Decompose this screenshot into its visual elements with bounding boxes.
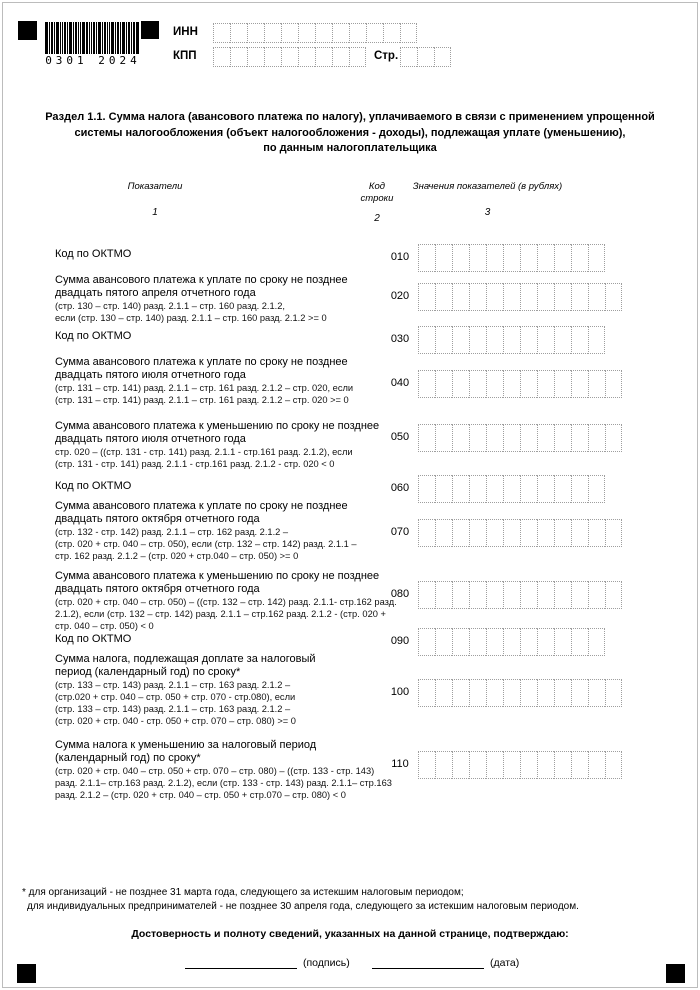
input-cell[interactable] bbox=[588, 283, 605, 311]
row-label-line: Код по ОКТМО bbox=[55, 480, 132, 492]
row-label-line: Сумма авансового платежа к уплате по сроку не позднее bbox=[55, 356, 348, 368]
input-cell[interactable] bbox=[520, 581, 537, 609]
input-cell[interactable] bbox=[520, 751, 537, 779]
input-cell[interactable] bbox=[503, 679, 520, 707]
input-cell[interactable] bbox=[247, 47, 264, 67]
row-formula-line: разд. 2.1.2 – (стр. 020 + стр. 040 – стр. 050 + стр.070 – стр. 080) < 0 bbox=[55, 790, 346, 800]
input-cell[interactable] bbox=[605, 679, 622, 707]
input-cell[interactable] bbox=[537, 424, 554, 452]
input-cell[interactable] bbox=[435, 519, 452, 547]
signature-label: (подпись) bbox=[303, 957, 350, 969]
row-label-line: Сумма авансового платежа к уменьшению по сроку не позднее bbox=[55, 570, 380, 582]
input-cell[interactable] bbox=[503, 475, 520, 503]
input-cell[interactable] bbox=[418, 475, 435, 503]
row-label-line: двадцать пятого июля отчетного года bbox=[55, 433, 246, 445]
input-cell[interactable] bbox=[486, 679, 503, 707]
date-label: (дата) bbox=[490, 957, 520, 969]
barcode-digits: 0301 2024 bbox=[45, 54, 141, 67]
row-formula-line: (стр. 131 – стр. 141) разд. 2.1.1 – стр. 161 разд. 2.1.2 – стр. 020, если bbox=[55, 383, 354, 393]
inn-field[interactable] bbox=[213, 23, 417, 43]
input-cell[interactable] bbox=[418, 283, 435, 311]
input-cell[interactable] bbox=[469, 581, 486, 609]
input-cell[interactable] bbox=[417, 47, 434, 67]
input-cell[interactable] bbox=[418, 628, 435, 656]
row-label-line: период (календарный год) по сроку* bbox=[55, 666, 241, 678]
input-cell[interactable] bbox=[452, 751, 469, 779]
row-formula-line: (стр. 020 + стр. 040 – стр. 050), если (стр. 132 – стр. 142) разд. 2.1.1 – bbox=[55, 539, 357, 549]
row-formula-line: стр. 020 – ((стр. 131 - стр. 141) разд. 2.1.1 - стр.161 разд. 2.1.2), если bbox=[55, 447, 353, 457]
input-cell[interactable] bbox=[452, 424, 469, 452]
section-title: Раздел 1.1. Сумма налога (авансового платежа по налогу), уплачиваемого в связи с применением упрощенной системы налогообложения (объект налогообложения - доходы), подлежащая уплате (уменьшению), по данным налогоплательщика bbox=[45, 111, 655, 154]
row-formula-line: (стр. 130 – стр. 140) разд. 2.1.1 – стр. 160 разд. 2.1.2, bbox=[55, 301, 286, 311]
input-cell[interactable] bbox=[400, 23, 417, 43]
input-cell[interactable] bbox=[503, 751, 520, 779]
input-cell[interactable] bbox=[554, 519, 571, 547]
row-code: 090 bbox=[390, 635, 410, 647]
registration-mark-top-left bbox=[18, 21, 37, 40]
row-code: 110 bbox=[391, 758, 409, 770]
input-cell[interactable] bbox=[537, 370, 554, 398]
row-label-line: двадцать пятого октября отчетного года bbox=[55, 583, 260, 595]
value-field-110[interactable] bbox=[418, 751, 622, 779]
row-formula-line: (стр.020 + стр. 040 – стр. 050 + стр. 070 - стр.080), если bbox=[55, 692, 296, 702]
input-cell[interactable] bbox=[605, 519, 622, 547]
row-code: 060 bbox=[390, 482, 410, 494]
row-formula-line: (стр. 133 – стр. 143) разд. 2.1.1 – стр. 163 разд. 2.1.2 – bbox=[55, 680, 291, 690]
input-cell[interactable] bbox=[571, 475, 588, 503]
input-cell[interactable] bbox=[486, 244, 503, 272]
row-formula-line: (стр. 132 - стр. 142) разд. 2.1.1 – стр. 162 разд. 2.1.2 – bbox=[55, 527, 289, 537]
row-code: 100 bbox=[390, 686, 410, 698]
column-number-2: 2 bbox=[374, 213, 380, 224]
row-label-line: Сумма авансового платежа к уменьшению по сроку не позднее bbox=[55, 420, 380, 432]
input-cell[interactable] bbox=[332, 23, 349, 43]
input-cell[interactable] bbox=[503, 370, 520, 398]
input-cell[interactable] bbox=[383, 23, 400, 43]
input-cell[interactable] bbox=[588, 519, 605, 547]
input-cell[interactable] bbox=[418, 519, 435, 547]
row-formula-line: если (стр. 130 – стр. 140) разд. 2.1.1 – стр. 160 разд. 2.1.2 >= 0 bbox=[55, 313, 327, 323]
input-cell[interactable] bbox=[213, 47, 230, 67]
confirmation-statement: Достоверность и полноту сведений, указанных на данной странице, подтверждаю: bbox=[131, 928, 569, 940]
input-cell[interactable] bbox=[554, 679, 571, 707]
row-formula-line: (стр. 020 + стр. 040 – стр. 050) – ((стр. 132 – стр. 142) разд. 2.1.1- стр.162 разд. bbox=[55, 597, 397, 607]
row-formula-line: 2.1.2), если (стр. 132 – стр. 142) разд. 2.1.1 – стр.162 разд. 2.1.2 - (стр. 020 + bbox=[55, 609, 386, 619]
registration-mark-top-right bbox=[141, 21, 159, 39]
input-cell[interactable] bbox=[418, 370, 435, 398]
input-cell[interactable] bbox=[298, 47, 315, 67]
row-formula-line: разд. 2.1.1– стр.163 разд. 2.1.2), если (стр. 133 - стр. 143) разд. 2.1.1– стр.163 bbox=[55, 778, 392, 788]
input-cell[interactable] bbox=[520, 424, 537, 452]
value-field-010[interactable] bbox=[418, 244, 605, 272]
value-field-060[interactable] bbox=[418, 475, 605, 503]
input-cell[interactable] bbox=[520, 628, 537, 656]
input-cell[interactable] bbox=[486, 628, 503, 656]
column-header-indicators: Показатели bbox=[127, 181, 183, 192]
input-cell[interactable] bbox=[605, 424, 622, 452]
input-cell[interactable] bbox=[520, 283, 537, 311]
input-cell[interactable] bbox=[520, 475, 537, 503]
value-field-090[interactable] bbox=[418, 628, 605, 656]
input-cell[interactable] bbox=[452, 628, 469, 656]
row-formula-line: (стр. 133 – стр. 143) разд. 2.1.1 – стр. 163 разд. 2.1.2 – bbox=[55, 704, 291, 714]
row-label-line: (календарный год) по сроку* bbox=[55, 752, 201, 764]
input-cell[interactable] bbox=[571, 424, 588, 452]
input-cell[interactable] bbox=[452, 679, 469, 707]
input-cell[interactable] bbox=[452, 475, 469, 503]
input-cell[interactable] bbox=[571, 679, 588, 707]
date-group bbox=[372, 956, 519, 969]
page-number-field[interactable] bbox=[400, 47, 451, 67]
row-label-line: Сумма авансового платежа к уплате по сроку не позднее bbox=[55, 274, 348, 286]
input-cell[interactable] bbox=[537, 679, 554, 707]
input-cell[interactable] bbox=[452, 519, 469, 547]
input-cell[interactable] bbox=[435, 283, 452, 311]
input-cell[interactable] bbox=[486, 370, 503, 398]
input-cell[interactable] bbox=[554, 475, 571, 503]
input-cell[interactable] bbox=[469, 283, 486, 311]
input-cell[interactable] bbox=[520, 519, 537, 547]
input-cell[interactable] bbox=[264, 47, 281, 67]
input-cell[interactable] bbox=[537, 475, 554, 503]
input-cell[interactable] bbox=[435, 244, 452, 272]
value-field-030[interactable] bbox=[418, 326, 605, 354]
input-cell[interactable] bbox=[537, 581, 554, 609]
input-cell[interactable] bbox=[588, 370, 605, 398]
input-cell[interactable] bbox=[605, 751, 622, 779]
input-cell[interactable] bbox=[469, 424, 486, 452]
column-number-3: 3 bbox=[484, 207, 491, 218]
row-formula-line: стр. 162 разд. 2.1.2 – (стр. 020 + стр.040 – стр. 050) >= 0 bbox=[55, 551, 299, 561]
input-cell[interactable] bbox=[571, 581, 588, 609]
input-cell[interactable] bbox=[588, 581, 605, 609]
input-cell[interactable] bbox=[452, 326, 469, 354]
input-cell[interactable] bbox=[537, 628, 554, 656]
input-cell[interactable] bbox=[571, 628, 588, 656]
row-label-line: двадцать пятого октября отчетного года bbox=[55, 513, 260, 525]
input-cell[interactable] bbox=[435, 424, 452, 452]
input-cell[interactable] bbox=[298, 23, 315, 43]
input-cell[interactable] bbox=[554, 751, 571, 779]
row-label bbox=[55, 570, 445, 632]
input-cell[interactable] bbox=[554, 628, 571, 656]
input-cell[interactable] bbox=[418, 424, 435, 452]
input-cell[interactable] bbox=[588, 424, 605, 452]
input-cell[interactable] bbox=[503, 519, 520, 547]
row-formula-line: (стр. 131 - стр. 141) разд. 2.1.1 - стр.161 разд. 2.1.2 - стр. 020 < 0 bbox=[55, 459, 335, 469]
input-cell[interactable] bbox=[435, 581, 452, 609]
row-code: 070 bbox=[390, 526, 410, 538]
kpp-field[interactable] bbox=[213, 47, 366, 67]
signature-line[interactable] bbox=[185, 956, 297, 969]
input-cell[interactable] bbox=[418, 679, 435, 707]
input-cell[interactable] bbox=[281, 23, 298, 43]
input-cell[interactable] bbox=[213, 23, 230, 43]
column-header-line-code: Код строки bbox=[360, 181, 394, 204]
input-cell[interactable] bbox=[418, 244, 435, 272]
row-code: 040 bbox=[390, 377, 410, 389]
row-formula-line: (стр. 020 + стр. 040 – стр. 050 + стр. 070 – стр. 080) – ((стр. 133 - стр. 143) bbox=[55, 766, 375, 776]
input-cell[interactable] bbox=[349, 23, 366, 43]
input-cell[interactable] bbox=[520, 370, 537, 398]
input-cell[interactable] bbox=[537, 326, 554, 354]
input-cell[interactable] bbox=[400, 47, 417, 67]
value-field-020[interactable] bbox=[418, 283, 622, 311]
value-field-080[interactable] bbox=[418, 581, 622, 609]
input-cell[interactable] bbox=[332, 47, 349, 67]
input-cell[interactable] bbox=[469, 628, 486, 656]
input-cell[interactable] bbox=[537, 283, 554, 311]
input-cell[interactable] bbox=[452, 581, 469, 609]
input-cell[interactable] bbox=[537, 244, 554, 272]
input-cell[interactable] bbox=[554, 424, 571, 452]
input-cell[interactable] bbox=[435, 326, 452, 354]
row-label bbox=[55, 739, 445, 801]
input-cell[interactable] bbox=[281, 47, 298, 67]
input-cell[interactable] bbox=[588, 679, 605, 707]
input-cell[interactable] bbox=[588, 326, 605, 354]
input-cell[interactable] bbox=[554, 244, 571, 272]
row-label bbox=[55, 420, 445, 470]
row-formula-line: (стр. 131 – стр. 141) разд. 2.1.1 – стр. 161 разд. 2.1.2 – стр. 020 >= 0 bbox=[55, 395, 349, 405]
row-code: 010 bbox=[390, 251, 410, 263]
input-cell[interactable] bbox=[435, 475, 452, 503]
row-label-line: Код по ОКТМО bbox=[55, 248, 132, 260]
input-cell[interactable] bbox=[554, 326, 571, 354]
input-cell[interactable] bbox=[315, 47, 332, 67]
barcode bbox=[45, 22, 140, 54]
row-formula-line: (стр. 020 + стр. 040 - стр. 050 + стр. 070 – стр. 080) >= 0 bbox=[55, 716, 296, 726]
input-cell[interactable] bbox=[588, 475, 605, 503]
input-cell[interactable] bbox=[571, 751, 588, 779]
kpp-label: КПП bbox=[173, 50, 197, 62]
input-cell[interactable] bbox=[571, 326, 588, 354]
input-cell[interactable] bbox=[366, 23, 383, 43]
input-cell[interactable] bbox=[469, 475, 486, 503]
value-field-040[interactable] bbox=[418, 370, 622, 398]
input-cell[interactable] bbox=[503, 326, 520, 354]
page-number-label: Стр. bbox=[374, 50, 399, 62]
row-label-line: Код по ОКТМО bbox=[55, 330, 132, 342]
input-cell[interactable] bbox=[537, 519, 554, 547]
input-cell[interactable] bbox=[486, 424, 503, 452]
row-formula-line: стр. 040 – стр. 050) < 0 bbox=[55, 621, 154, 631]
input-cell[interactable] bbox=[230, 23, 247, 43]
input-cell[interactable] bbox=[469, 519, 486, 547]
column-number-1: 1 bbox=[152, 207, 158, 218]
input-cell[interactable] bbox=[571, 244, 588, 272]
row-label-line: Сумма авансового платежа к уплате по сроку не позднее bbox=[55, 500, 348, 512]
input-cell[interactable] bbox=[452, 244, 469, 272]
row-label-line: Сумма налога к уменьшению за налоговый период bbox=[55, 739, 317, 751]
input-cell[interactable] bbox=[315, 23, 332, 43]
input-cell[interactable] bbox=[554, 283, 571, 311]
input-cell[interactable] bbox=[571, 283, 588, 311]
row-code: 020 bbox=[390, 290, 410, 302]
input-cell[interactable] bbox=[520, 244, 537, 272]
input-cell[interactable] bbox=[503, 581, 520, 609]
value-field-070[interactable] bbox=[418, 519, 622, 547]
input-cell[interactable] bbox=[554, 581, 571, 609]
registration-mark-bottom-left bbox=[17, 964, 36, 983]
row-code: 050 bbox=[390, 431, 410, 443]
inn-label: ИНН bbox=[173, 26, 198, 38]
input-cell[interactable] bbox=[571, 519, 588, 547]
input-cell[interactable] bbox=[452, 283, 469, 311]
input-cell[interactable] bbox=[486, 519, 503, 547]
input-cell[interactable] bbox=[503, 244, 520, 272]
input-cell[interactable] bbox=[418, 581, 435, 609]
input-cell[interactable] bbox=[435, 628, 452, 656]
value-field-100[interactable] bbox=[418, 679, 622, 707]
column-header-values: Значения показателей (в рублях) bbox=[412, 181, 563, 192]
input-cell[interactable] bbox=[435, 751, 452, 779]
input-cell[interactable] bbox=[486, 326, 503, 354]
input-cell[interactable] bbox=[537, 751, 554, 779]
input-cell[interactable] bbox=[486, 751, 503, 779]
input-cell[interactable] bbox=[435, 679, 452, 707]
value-field-050[interactable] bbox=[418, 424, 622, 452]
input-cell[interactable] bbox=[503, 628, 520, 656]
input-cell[interactable] bbox=[486, 283, 503, 311]
input-cell[interactable] bbox=[520, 326, 537, 354]
input-cell[interactable] bbox=[486, 581, 503, 609]
row-label-line: двадцать пятого июля отчетного года bbox=[55, 369, 246, 381]
input-cell[interactable] bbox=[571, 370, 588, 398]
row-code: 080 bbox=[390, 588, 410, 600]
input-cell[interactable] bbox=[469, 679, 486, 707]
input-cell[interactable] bbox=[588, 244, 605, 272]
input-cell[interactable] bbox=[469, 244, 486, 272]
input-cell[interactable] bbox=[486, 475, 503, 503]
input-cell[interactable] bbox=[520, 679, 537, 707]
row-code: 030 bbox=[390, 333, 410, 345]
input-cell[interactable] bbox=[605, 283, 622, 311]
input-cell[interactable] bbox=[264, 23, 281, 43]
input-cell[interactable] bbox=[247, 23, 264, 43]
input-cell[interactable] bbox=[435, 370, 452, 398]
input-cell[interactable] bbox=[588, 628, 605, 656]
input-cell[interactable] bbox=[469, 326, 486, 354]
input-cell[interactable] bbox=[418, 751, 435, 779]
input-cell[interactable] bbox=[434, 47, 451, 67]
input-cell[interactable] bbox=[554, 370, 571, 398]
input-cell[interactable] bbox=[588, 751, 605, 779]
row-label-line: Код по ОКТМО bbox=[55, 633, 132, 645]
input-cell[interactable] bbox=[605, 581, 622, 609]
registration-mark-bottom-right bbox=[666, 964, 685, 983]
row-label-line: двадцать пятого апреля отчетного года bbox=[55, 287, 256, 299]
signature-group bbox=[185, 956, 350, 969]
input-cell[interactable] bbox=[418, 326, 435, 354]
input-cell[interactable] bbox=[469, 370, 486, 398]
input-cell[interactable] bbox=[452, 370, 469, 398]
input-cell[interactable] bbox=[349, 47, 366, 67]
input-cell[interactable] bbox=[230, 47, 247, 67]
input-cell[interactable] bbox=[503, 424, 520, 452]
input-cell[interactable] bbox=[469, 751, 486, 779]
date-line[interactable] bbox=[372, 956, 484, 969]
input-cell[interactable] bbox=[605, 370, 622, 398]
footnote: * для организаций - не позднее 31 марта года, следующего за истекшим налоговым периодом; для индивидуальных предпринимателей - не позднее 30 апреля года, следующего за истекшим налоговым периодом. bbox=[22, 887, 579, 912]
row-label-line: Сумма налога, подлежащая доплате за налоговый bbox=[55, 653, 316, 665]
input-cell[interactable] bbox=[503, 283, 520, 311]
